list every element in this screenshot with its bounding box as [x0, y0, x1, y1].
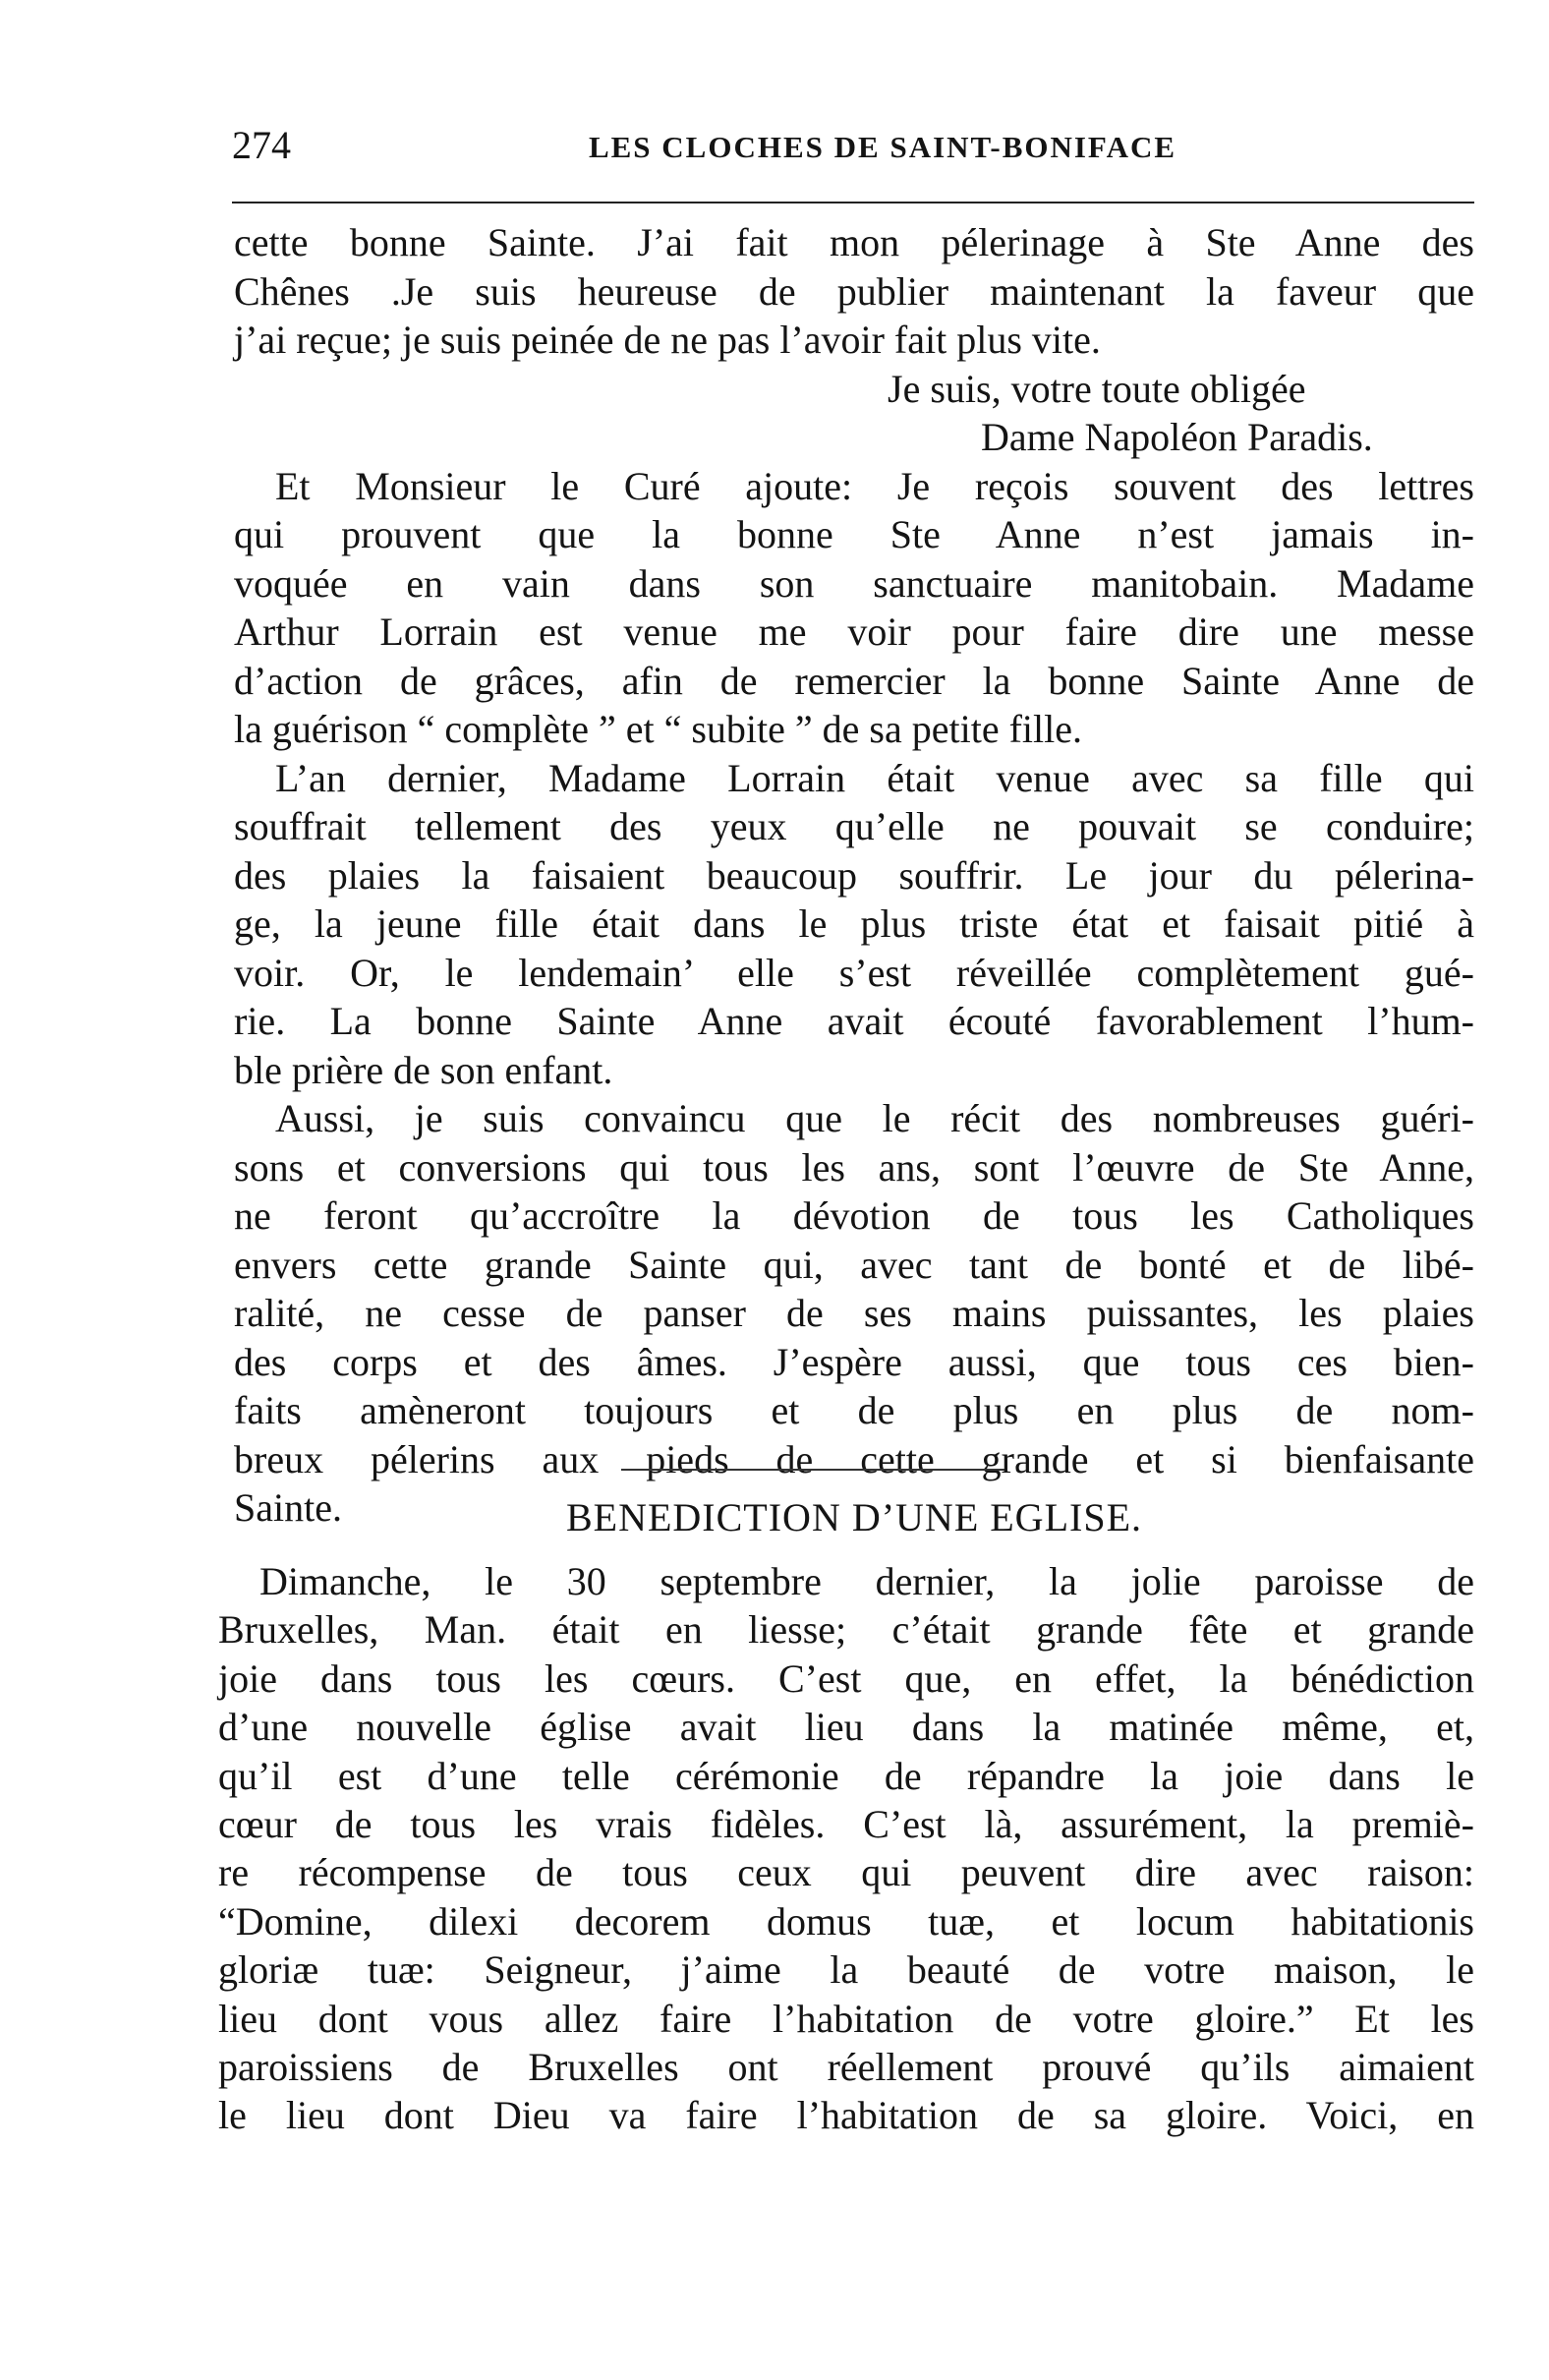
text-line: joie dans tous les cœurs. C’est que, en effet, la bénédiction [218, 1655, 1474, 1701]
text-line: “Domine, dilexi decorem domus tuæ, et locum habitationis [218, 1898, 1474, 1944]
text-line: ne feront qu’accroître la dévotion de tous les Catholiques [234, 1193, 1474, 1238]
text-line: d’une nouvelle église avait lieu dans la matinée même, et, [218, 1705, 1474, 1750]
article-body [218, 1557, 1474, 2140]
text-line: sons et conversions qui tous les ans, sont l’œuvre de Ste Anne, [234, 1144, 1474, 1190]
page-number: 274 [232, 123, 291, 167]
text-line: voquée en vain dans son sanctuaire manitobain. Madame [234, 560, 1474, 606]
text-line: gloriæ tuæ: Seigneur, j’aime la beauté de votre maison, le [218, 1947, 1474, 1993]
text-line: Aussi, je suis convaincu que le récit des nombreuses guéri- [275, 1096, 1474, 1140]
page-header [232, 116, 1474, 175]
header-rule [232, 202, 1474, 203]
text-line: Chênes .Je suis heureuse de publier maintenant la faveur que [234, 268, 1474, 314]
text-line: des corps et des âmes. J’espère aussi, que tous ces bien- [234, 1339, 1474, 1384]
text-line: rie. La bonne Sainte Anne avait écouté favorablement l’hum- [234, 999, 1474, 1043]
text-line: la guérison “ complète ” et “ subite ” de sa petite fille. [234, 707, 1082, 751]
text-line: voir. Or, le lendemain’ elle s’est réveillée complètement gué- [234, 950, 1474, 995]
text-line: qui prouvent que la bonne Ste Anne n’est jamais in- [234, 512, 1474, 556]
text-line: souffrait tellement des yeux qu’elle ne pouvait se conduire; [234, 804, 1474, 848]
text-line: paroissiens de Bruxelles ont réellement prouvé qu’ils aimaient [218, 2045, 1474, 2090]
text-line: Dimanche, le 30 septembre dernier, la jolie paroisse de [259, 1559, 1474, 1603]
signature-closing: Je suis, votre toute obligée [888, 366, 1306, 411]
text-line: d’action de grâces, afin de remercier la bonne Sainte Anne de [234, 658, 1474, 703]
running-title: LES CLOCHES DE SAINT-BONIFACE [588, 130, 1177, 164]
text-line: Et Monsieur le Curé ajoute: Je reçois souvent des lettres [275, 463, 1474, 508]
signature-name: Dame Napoléon Paradis. [981, 415, 1373, 459]
text-line: ralité, ne cesse de panser de ses mains puissantes, les plaies [234, 1291, 1474, 1335]
text-line: cette bonne Sainte. J’ai fait mon pélerinage à Ste Anne des [234, 220, 1474, 264]
text-line: lieu dont vous allez faire l’habitation de votre gloire.” Et les [218, 1996, 1474, 2041]
text-line: cœur de tous les vrais fidèles. C’est là, assurément, la premiè- [218, 1802, 1474, 1847]
text-line: qu’il est d’une telle cérémonie de répandre la joie dans le [218, 1753, 1474, 1798]
text-line: L’an dernier, Madame Lorrain était venue avec sa fille qui [275, 755, 1474, 800]
letter-body [234, 218, 1474, 1533]
text-line: des plaies la faisaient beaucoup souffrir. Le jour du pélerina- [234, 852, 1474, 898]
text-line: faits amèneront toujours et de plus en plus de nom- [234, 1388, 1474, 1432]
text-line: envers cette grande Sainte qui, avec tant de bonté et de libé- [234, 1242, 1474, 1287]
text-line: ble prière de son enfant. [234, 1047, 613, 1092]
text-line: Bruxelles, Man. était en liesse; c’était grande fête et grande [218, 1607, 1474, 1653]
text-line: ge, la jeune fille était dans le plus triste état et faisait pitié à [234, 901, 1474, 946]
section-divider [621, 1469, 1004, 1471]
text-line: Sainte. [234, 1485, 342, 1530]
text-line: re récompense de tous ceux qui peuvent dire avec raison: [218, 1850, 1474, 1895]
section-title: BENEDICTION D’UNE EGLISE. [565, 1495, 1142, 1539]
text-line: j’ai reçue; je suis peinée de ne pas l’avoir fait plus vite. [234, 318, 1101, 362]
text-line: Arthur Lorrain est venue me voir pour faire dire une messe [234, 610, 1474, 654]
text-line: breux pélerins aux pieds de cette grande et si bienfaisante [234, 1436, 1474, 1481]
text-line: le lieu dont Dieu va faire l’habitation de sa gloire. Voici, en [218, 2093, 1474, 2138]
